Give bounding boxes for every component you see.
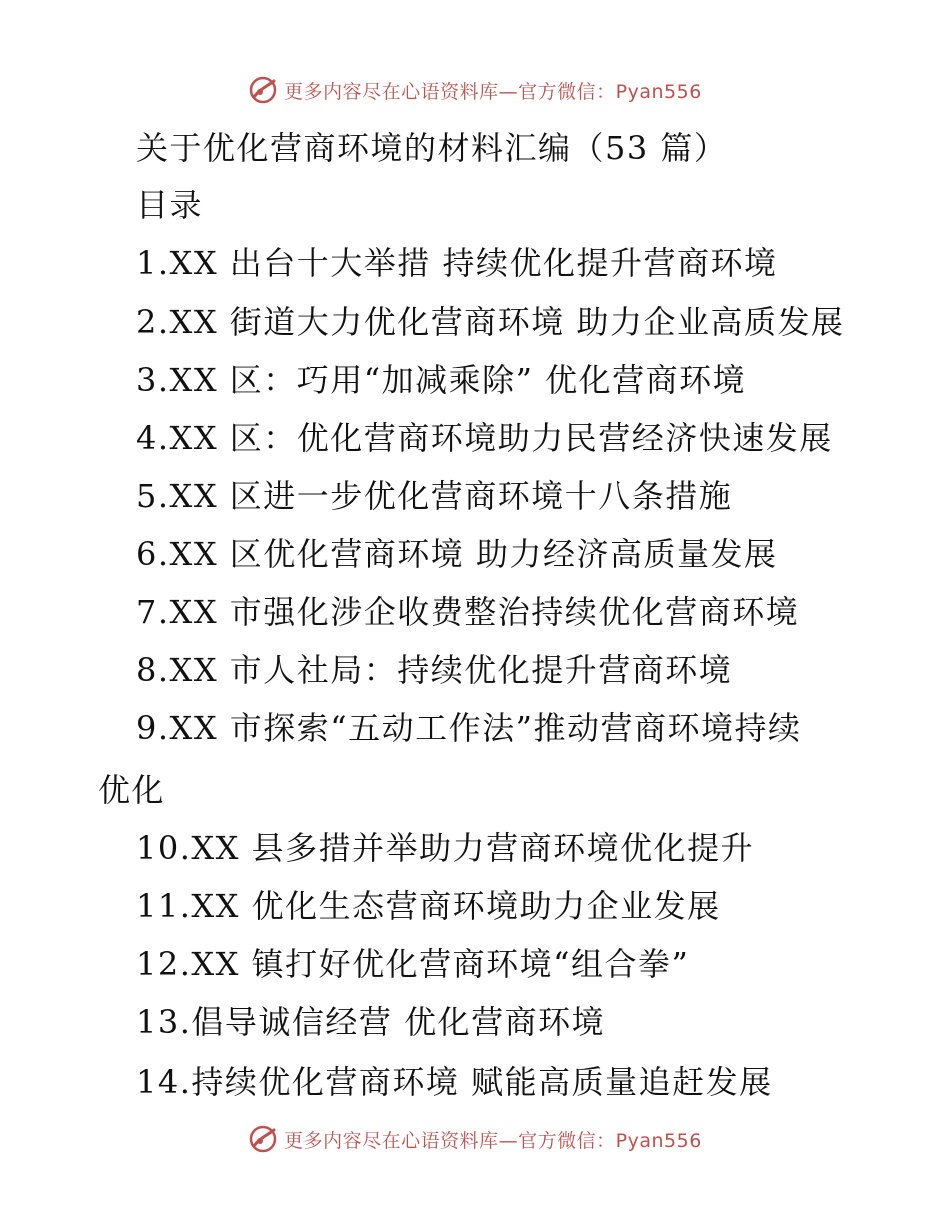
- toc-item-continuation: 优化: [98, 771, 166, 809]
- toc-item: 4.XX 区：优化营商环境助力民营经济快速发展: [136, 419, 833, 457]
- toc-item: 11.XX 优化生态营商环境助力企业发展: [136, 887, 721, 925]
- toc-item: 1.XX 出台十大举措 持续优化提升营商环境: [136, 244, 778, 282]
- toc-item: 12.XX 镇打好优化营商环境“组合拳”: [136, 945, 690, 983]
- toc-item: 8.XX 市人社局：持续优化提升营商环境: [136, 651, 733, 689]
- toc-item: 9.XX 市探索“五动工作法”推动营商环境持续: [136, 709, 802, 747]
- footer-banner: [0, 1119, 950, 1159]
- banner-text: 更多内容尽在心语资料库—官方微信：Pyan556: [284, 1129, 702, 1152]
- toc-heading: 目录: [136, 186, 204, 224]
- brush-seal-icon: [248, 1124, 278, 1154]
- toc-item: 7.XX 市强化涉企收费整治持续优化营商环境: [136, 593, 800, 631]
- toc-item: 14.持续优化营商环境 赋能高质量追赶发展: [136, 1063, 773, 1101]
- toc-item: 6.XX 区优化营商环境 助力经济高质量发展: [136, 535, 778, 573]
- brush-seal-icon: [248, 75, 278, 105]
- header-banner: [0, 70, 950, 110]
- toc-item: 13.倡导诚信经营 优化营商环境: [136, 1003, 606, 1041]
- toc-item: 3.XX 区：巧用“加减乘除” 优化营商环境: [136, 361, 747, 399]
- document-title: 关于优化营商环境的材料汇编（53 篇）: [136, 129, 728, 167]
- banner-text: 更多内容尽在心语资料库—官方微信：Pyan556: [284, 80, 702, 103]
- toc-item: 10.XX 县多措并举助力营商环境优化提升: [136, 829, 755, 867]
- toc-item: 5.XX 区进一步优化营商环境十八条措施: [136, 477, 733, 515]
- toc-item: 2.XX 街道大力优化营商环境 助力企业高质发展: [136, 303, 845, 341]
